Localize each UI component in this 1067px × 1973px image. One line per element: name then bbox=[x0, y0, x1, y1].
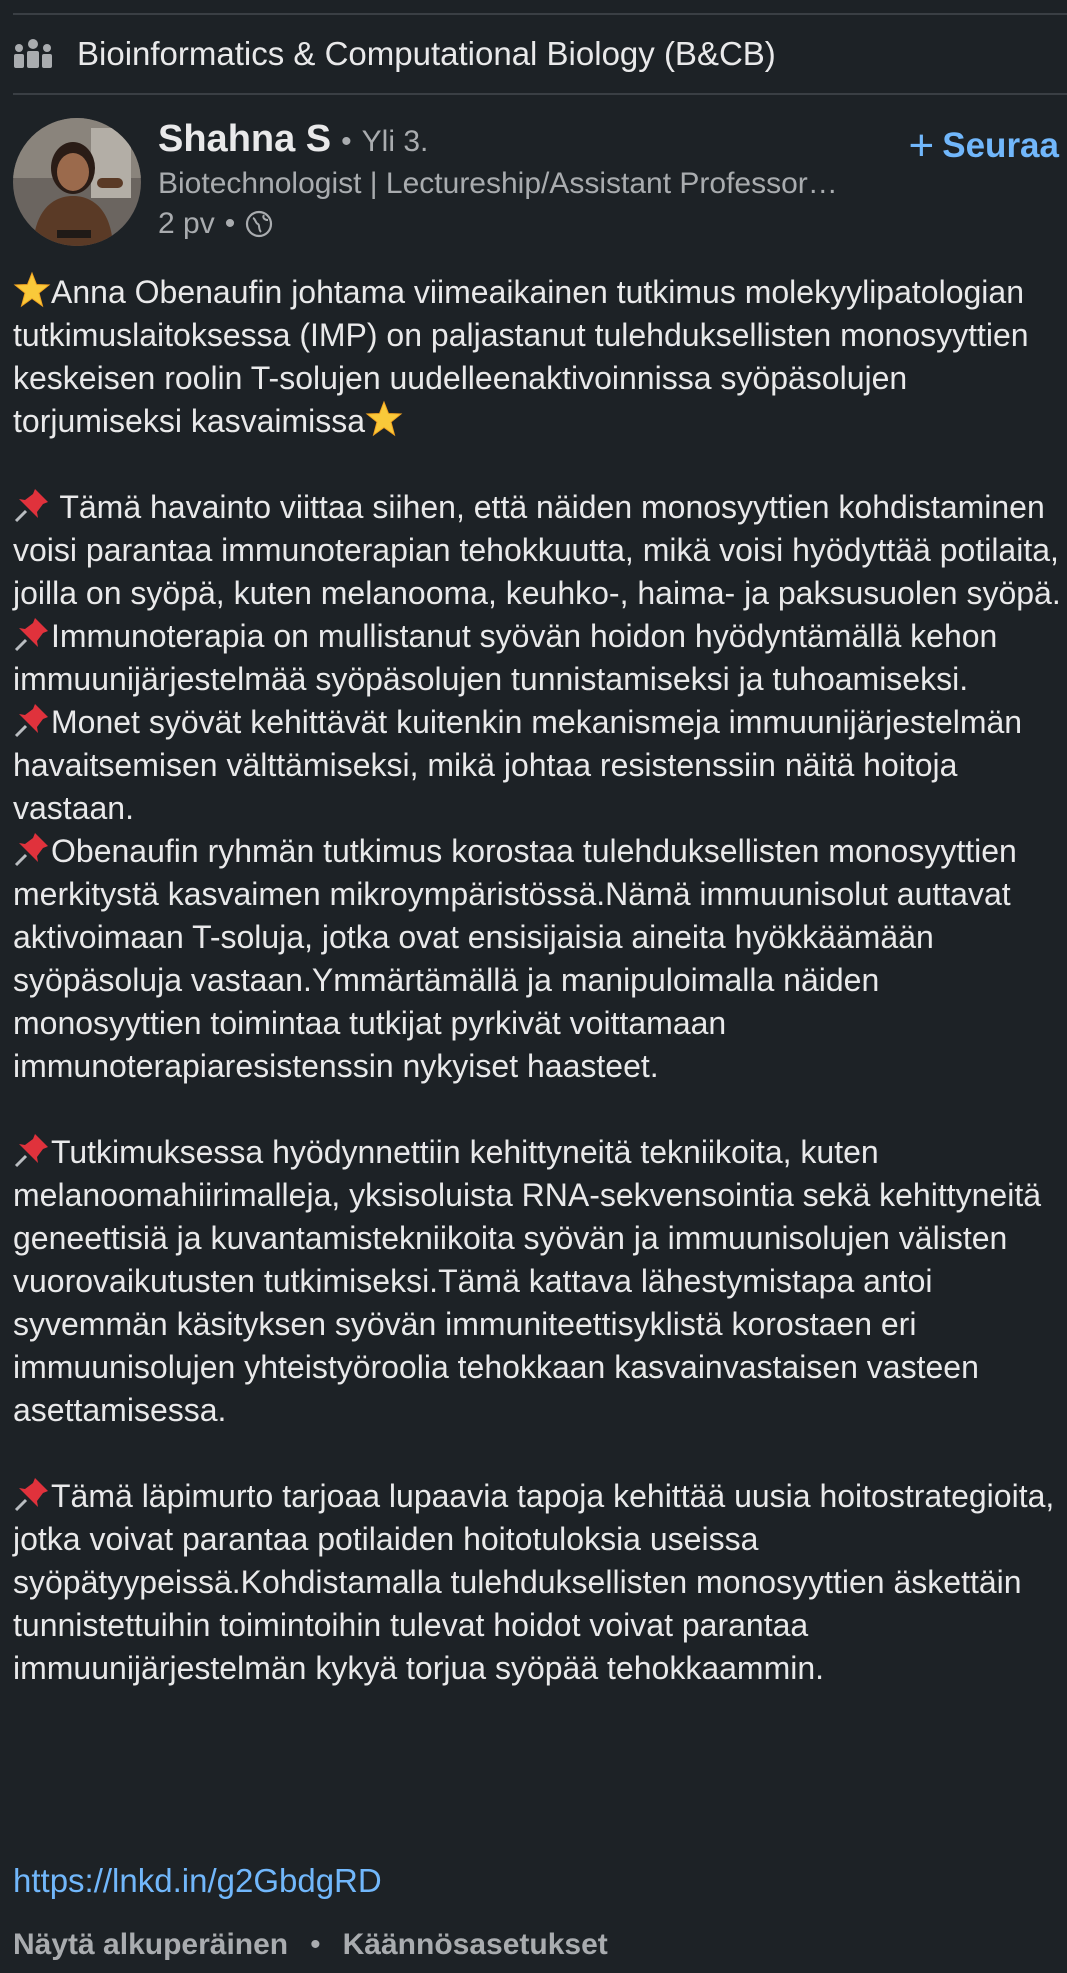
paragraph-pin-4-text: Obenaufin ryhmän tutkimus korostaa tulehduksellisten monosyyttien merkitystä kasvaimen mikroympäristössä.Nämä immuunisolut auttavat aktivoimaan T-soluja, jotka ovat ensisijaisia aineita hyökkäämään syöpäsoluja vastaan.Ymmärtämällä ja manipuloimalla näiden monosyyttien toimintaa tutkijat pyrkivät voittamaan immunoterapiaresistenssin nykyiset haasteet. bbox=[13, 833, 1017, 1084]
paragraph-pin-5-text: Tutkimuksessa hyödynnettiin kehittyneitä tekniikoita, kuten melanoomahiirimalleja, yksisoluista RNA-sekvensointia sekä kehittyneitä geneettisiä ja kuvantamistekniikoita syövän ja immuunisolujen välisten vuorovaikutusten tutkimiseksi.Tämä kattava lähestymistapa antoi syvemmän käsityksen syövän immuniteettisyklistä korostaen eri immuunisolujen yhteistyöroolia tehokkaan kasvainvastaisen vasteen asettamisessa. bbox=[13, 1134, 1041, 1428]
post-meta bbox=[158, 207, 898, 241]
translation-settings-button[interactable]: Käännösasetukset bbox=[342, 1928, 608, 1961]
post-time: 2 pv bbox=[158, 207, 215, 240]
paragraph-pin-1 bbox=[13, 486, 1067, 615]
paragraph-pin-6 bbox=[13, 1475, 1067, 1690]
connection-degree: Yli 3. bbox=[361, 125, 429, 158]
author-block bbox=[158, 118, 898, 241]
paragraph-intro bbox=[13, 271, 1067, 443]
paragraph-intro-text: Anna Obenaufin johtama viimeaikainen tutkimus molekyylipatologian tutkimuslaitoksessa (IMP) on paljastanut tulehduksellisten monosyyttien keskeisen roolin T-solujen uudelleenaktivoinnissa syöpäsolujen torjumiseksi kasvaimissa bbox=[13, 274, 1029, 439]
glowing-star-icon bbox=[13, 271, 51, 309]
paragraph-gap bbox=[13, 1088, 1067, 1131]
pushpin-icon bbox=[13, 615, 51, 653]
group-title: Bioinformatics & Computational Biology (B&CB) bbox=[77, 35, 776, 72]
follow-button[interactable] bbox=[908, 121, 1067, 170]
paragraph-pin-1-text: Tämä havainto viittaa siihen, että näiden monosyyttien kohdistaminen voisi parantaa immunoterapian tehokkuutta, mikä voisi hyödyttää potilaita, joilla on syöpä, kuten melanooma, keuhko-, haima- ja paksusuolen syöpä. bbox=[13, 489, 1061, 611]
paragraph-gap bbox=[13, 1432, 1067, 1475]
author-name[interactable]: Shahna S bbox=[158, 118, 332, 160]
post-body bbox=[13, 271, 1067, 1690]
pushpin-icon bbox=[13, 701, 51, 739]
paragraph-pin-2 bbox=[13, 615, 1067, 701]
header-divider bbox=[13, 93, 1067, 95]
group-header[interactable] bbox=[13, 30, 1067, 78]
pushpin-icon bbox=[13, 486, 51, 524]
follow-label: Seuraa bbox=[942, 126, 1059, 165]
paragraph-pin-4 bbox=[13, 830, 1067, 1088]
top-divider bbox=[13, 13, 1067, 15]
paragraph-pin-3 bbox=[13, 701, 1067, 830]
translation-separator: • bbox=[310, 1928, 321, 1961]
translation-controls bbox=[13, 1928, 608, 1962]
paragraph-gap bbox=[13, 443, 1067, 486]
pushpin-icon bbox=[13, 1475, 51, 1513]
name-separator: • bbox=[341, 125, 352, 158]
paragraph-pin-6-text: Tämä läpimurto tarjoaa lupaavia tapoja kehittää uusia hoitostrategioita, jotka voivat parantaa potilaiden hoitotuloksia useissa syöpätyypeissä.Kohdistamalla tulehduksellisten monosyyttien äskettäin tunnistettuihin toimintoihin tulevat hoidot voivat parantaa immuunijärjestelmän kykyä torjua syöpää tehokkaammin. bbox=[13, 1478, 1055, 1686]
paragraph-pin-5 bbox=[13, 1131, 1067, 1432]
meta-separator: • bbox=[224, 207, 236, 240]
globe-icon bbox=[245, 210, 273, 238]
pushpin-icon bbox=[13, 1131, 51, 1169]
show-original-button[interactable]: Näytä alkuperäinen bbox=[13, 1928, 289, 1961]
plus-icon: + bbox=[908, 121, 935, 170]
glowing-star-icon bbox=[365, 400, 403, 438]
post-link[interactable]: https://lnkd.in/g2GbdgRD bbox=[13, 1862, 382, 1899]
pushpin-icon bbox=[13, 830, 51, 868]
paragraph-pin-3-text: Monet syövät kehittävät kuitenkin mekanismeja immuunijärjestelmän havaitsemisen välttämiseksi, mikä johtaa resistenssiin näitä hoitoja vastaan. bbox=[13, 704, 1023, 826]
paragraph-pin-2-text: Immunoterapia on mullistanut syövän hoidon hyödyntämällä kehon immuunijärjestelmää syöpäsolujen tunnistamiseksi ja tuhoamiseksi. bbox=[13, 618, 998, 697]
author-name-row bbox=[158, 118, 898, 161]
author-headline: Biotechnologist | Lectureship/Assistant Professor… bbox=[158, 167, 838, 200]
group-icon bbox=[13, 36, 57, 72]
avatar[interactable] bbox=[13, 118, 141, 246]
